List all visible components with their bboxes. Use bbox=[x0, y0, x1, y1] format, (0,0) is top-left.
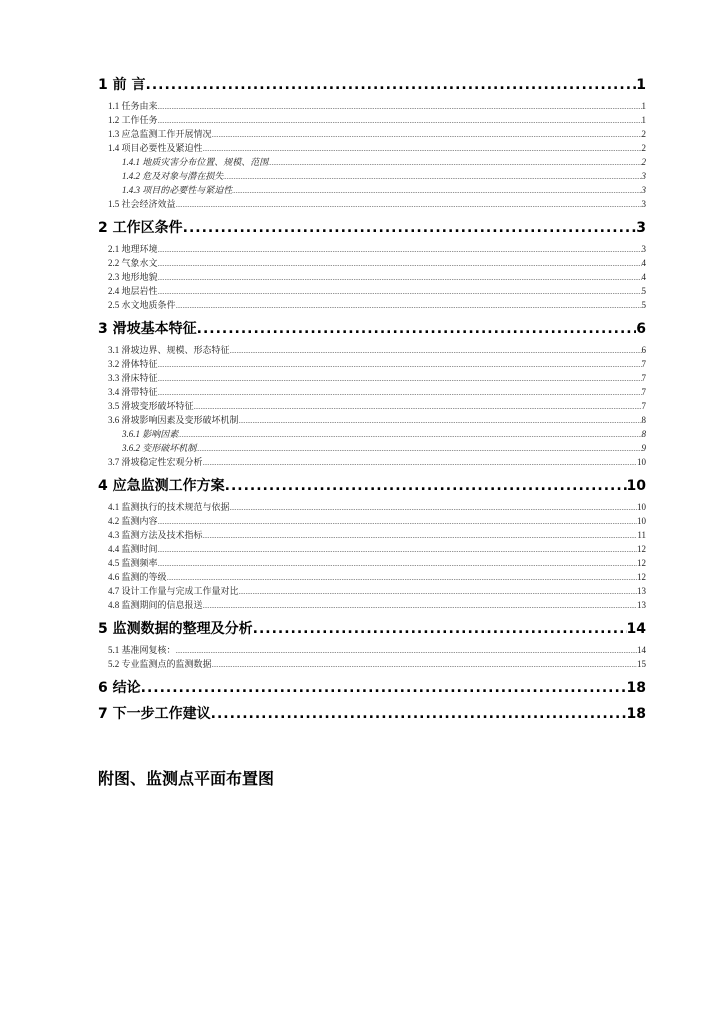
toc-entry-1[interactable] bbox=[98, 76, 646, 94]
toc-entry-3-1[interactable] bbox=[98, 343, 646, 357]
toc-entry-title: 4.6 监测的等级 bbox=[108, 572, 167, 582]
toc-page-number: 10 bbox=[637, 516, 646, 526]
toc-entry-4-4[interactable] bbox=[98, 542, 646, 556]
toc-entry-title: 1.4 项目必要性及紧迫性 bbox=[108, 143, 203, 153]
toc-page-number: 8 bbox=[641, 429, 646, 439]
toc-leader bbox=[167, 571, 637, 585]
toc-entry-title: 4.1 监测执行的技术规范与依据 bbox=[108, 502, 230, 512]
toc-page-number: 12 bbox=[637, 558, 646, 568]
toc-entry-title: 4.7 设计工作量与完成工作量对比 bbox=[108, 586, 239, 596]
toc-leader bbox=[203, 456, 637, 470]
toc-page-number: 2 bbox=[641, 143, 646, 153]
toc-page-number: 1 bbox=[641, 115, 646, 125]
toc-entry-3-7[interactable] bbox=[98, 455, 646, 469]
toc-entry-title: 1.2 工作任务 bbox=[108, 115, 158, 125]
toc-leader bbox=[158, 114, 642, 128]
toc-page-number: 12 bbox=[637, 572, 646, 582]
toc-page-number: 3 bbox=[641, 199, 646, 209]
toc-leader bbox=[223, 170, 641, 184]
toc-entry-title: 4.3 监测方法及技术指标 bbox=[108, 530, 203, 540]
toc-leader bbox=[225, 477, 627, 495]
toc-page-number: 10 bbox=[637, 457, 646, 467]
toc-entry-title: 4.8 监测期间的信息报送 bbox=[108, 600, 203, 610]
toc-leader bbox=[158, 100, 642, 114]
toc-entry-3[interactable] bbox=[98, 320, 646, 338]
toc-page-number: 18 bbox=[626, 680, 646, 696]
toc-leader bbox=[158, 243, 642, 257]
toc-entry-title: 3.6 滑坡影响因素及变形破坏机制 bbox=[108, 415, 239, 425]
toc-leader bbox=[203, 599, 637, 613]
toc-entry-title: 3.2 滑体特征 bbox=[108, 359, 158, 369]
toc-leader bbox=[230, 501, 637, 515]
toc-entry-title: 3 滑坡基本特征 bbox=[98, 321, 197, 337]
toc-entry-1-1[interactable] bbox=[98, 99, 646, 113]
toc-leader bbox=[176, 198, 642, 212]
toc-entry-4-6[interactable] bbox=[98, 570, 646, 584]
toc-entry-4-8[interactable] bbox=[98, 598, 646, 612]
toc-entry-title: 5 监测数据的整理及分析 bbox=[98, 621, 253, 637]
toc-leader bbox=[211, 705, 627, 723]
toc-page-number: 14 bbox=[626, 621, 646, 637]
toc-leader bbox=[197, 320, 637, 338]
toc-page-number: 15 bbox=[637, 659, 646, 669]
toc-page-number: 2 bbox=[641, 129, 646, 139]
toc-entry-2-5[interactable] bbox=[98, 298, 646, 312]
toc-entry-title: 7 下一步工作建议 bbox=[98, 706, 211, 722]
toc-page-number: 4 bbox=[641, 258, 646, 268]
toc-page-number: 3 bbox=[641, 244, 646, 254]
toc-leader bbox=[158, 285, 642, 299]
toc-leader bbox=[203, 142, 642, 156]
toc-leader bbox=[178, 428, 641, 442]
toc-entry-title: 4.4 监测时间 bbox=[108, 544, 158, 554]
toc-page-number: 11 bbox=[637, 530, 646, 540]
toc-entry-title: 1 前 言 bbox=[98, 77, 146, 93]
toc-entry-title: 3.6.1 影响因素 bbox=[122, 429, 179, 439]
toc-page-number: 7 bbox=[641, 373, 646, 383]
toc-leader bbox=[141, 679, 627, 697]
toc-leader bbox=[158, 358, 642, 372]
toc-entry-title: 5.1 基准网复核： bbox=[108, 645, 176, 655]
toc-entry-3-6[interactable] bbox=[98, 413, 646, 427]
toc-entry-3-3[interactable] bbox=[98, 371, 646, 385]
toc-page-number: 18 bbox=[626, 706, 646, 722]
toc-leader bbox=[183, 219, 637, 237]
toc-entry-title: 4 应急监测工作方案 bbox=[98, 478, 225, 494]
toc-leader bbox=[196, 442, 641, 456]
toc-entry-3-4[interactable] bbox=[98, 385, 646, 399]
toc-page-number: 1 bbox=[641, 101, 646, 111]
toc-page-number: 7 bbox=[641, 401, 646, 411]
toc-page-number: 3 bbox=[641, 185, 646, 195]
toc-page-number: 5 bbox=[641, 300, 646, 310]
toc-leader bbox=[158, 515, 637, 529]
toc-entry-4-7[interactable] bbox=[98, 584, 646, 598]
toc-entry-title: 5.2 专业监测点的监测数据 bbox=[108, 659, 212, 669]
toc-entry-title: 1.3 应急监测工作开展情况 bbox=[108, 129, 212, 139]
toc-leader bbox=[268, 156, 641, 170]
toc-entry-1-4-1[interactable] bbox=[98, 155, 646, 169]
toc-entry-2-4[interactable] bbox=[98, 284, 646, 298]
toc-page-number: 10 bbox=[626, 478, 646, 494]
toc-entry-1-4-2[interactable] bbox=[98, 169, 646, 183]
appendix-title: 附图、监测点平面布置图 bbox=[98, 769, 275, 788]
toc-entry-2[interactable] bbox=[98, 219, 646, 237]
toc-entry-title: 1.4.2 危及对象与潜在损失 bbox=[122, 171, 224, 181]
toc-entry-7[interactable] bbox=[98, 705, 646, 723]
toc-entry-title: 3.1 滑坡边界、规模、形态特征 bbox=[108, 345, 230, 355]
toc-leader bbox=[158, 257, 642, 271]
table-of-contents bbox=[98, 76, 646, 723]
toc-page-number: 12 bbox=[637, 544, 646, 554]
toc-entry-2-3[interactable] bbox=[98, 270, 646, 284]
toc-leader bbox=[176, 644, 637, 658]
toc-page-number: 9 bbox=[641, 443, 646, 453]
toc-entry-4-5[interactable] bbox=[98, 556, 646, 570]
toc-leader bbox=[239, 414, 642, 428]
toc-entry-title: 2.5 水文地质条件 bbox=[108, 300, 176, 310]
toc-entry-4-2[interactable] bbox=[98, 514, 646, 528]
toc-entry-4-3[interactable] bbox=[98, 528, 646, 542]
toc-entry-title: 3.7 滑坡稳定性宏观分析 bbox=[108, 457, 203, 467]
toc-page-number: 2 bbox=[641, 157, 646, 167]
toc-entry-2-2[interactable] bbox=[98, 256, 646, 270]
toc-page-number: 7 bbox=[641, 387, 646, 397]
toc-entry-title: 1.4.1 地质灾害分布位置、规模、范围 bbox=[122, 157, 269, 167]
toc-entry-5[interactable] bbox=[98, 620, 646, 638]
toc-entry-title: 2 工作区条件 bbox=[98, 220, 183, 236]
toc-entry-3-6-1[interactable] bbox=[98, 427, 646, 441]
toc-entry-title: 4.2 监测内容 bbox=[108, 516, 158, 526]
toc-entry-title: 2.2 气象水文 bbox=[108, 258, 158, 268]
toc-page-number: 6 bbox=[636, 321, 646, 337]
toc-page-number: 14 bbox=[637, 645, 646, 655]
toc-entry-title: 1.5 社会经济效益 bbox=[108, 199, 176, 209]
toc-entry-title: 6 结论 bbox=[98, 680, 141, 696]
toc-leader bbox=[239, 585, 637, 599]
toc-entry-5-1[interactable] bbox=[98, 643, 646, 657]
toc-page-number: 13 bbox=[637, 600, 646, 610]
toc-entry-3-5[interactable] bbox=[98, 399, 646, 413]
toc-leader bbox=[212, 658, 637, 672]
toc-page-number: 6 bbox=[641, 345, 646, 355]
toc-entry-5-2[interactable] bbox=[98, 657, 646, 671]
toc-entry-1-4[interactable] bbox=[98, 141, 646, 155]
toc-entry-title: 1.1 任务由来 bbox=[108, 101, 158, 111]
toc-page-number: 10 bbox=[637, 502, 646, 512]
toc-leader bbox=[212, 128, 642, 142]
toc-entry-1-2[interactable] bbox=[98, 113, 646, 127]
toc-entry-title: 3.5 滑坡变形破坏特征 bbox=[108, 401, 194, 411]
toc-leader bbox=[230, 344, 642, 358]
toc-page-number: 3 bbox=[636, 220, 646, 236]
toc-leader bbox=[146, 76, 637, 94]
toc-entry-6[interactable] bbox=[98, 679, 646, 697]
toc-entry-title: 4.5 监测频率 bbox=[108, 558, 158, 568]
toc-page-number: 1 bbox=[636, 77, 646, 93]
toc-leader bbox=[232, 184, 641, 198]
toc-entry-4-1[interactable] bbox=[98, 500, 646, 514]
toc-entry-title: 2.1 地理环境 bbox=[108, 244, 158, 254]
toc-page-number: 8 bbox=[641, 415, 646, 425]
toc-leader bbox=[203, 529, 638, 543]
toc-entry-3-2[interactable] bbox=[98, 357, 646, 371]
toc-entry-title: 2.4 地层岩性 bbox=[108, 286, 158, 296]
toc-leader bbox=[158, 557, 637, 571]
toc-entry-title: 3.4 滑带特征 bbox=[108, 387, 158, 397]
toc-page-number: 3 bbox=[641, 171, 646, 181]
toc-leader bbox=[176, 299, 642, 313]
toc-leader bbox=[194, 400, 642, 414]
toc-leader bbox=[158, 386, 642, 400]
toc-leader bbox=[253, 620, 627, 638]
toc-entry-2-1[interactable] bbox=[98, 242, 646, 256]
toc-leader bbox=[158, 271, 642, 285]
toc-entry-4[interactable] bbox=[98, 477, 646, 495]
toc-leader bbox=[158, 543, 637, 557]
toc-page-number: 13 bbox=[637, 586, 646, 596]
toc-entry-title: 3.6.2 变形破坏机制 bbox=[122, 443, 197, 453]
toc-page-number: 7 bbox=[641, 359, 646, 369]
toc-entry-title: 1.4.3 项目的必要性与紧迫性 bbox=[122, 185, 233, 195]
toc-entry-3-6-2[interactable] bbox=[98, 441, 646, 455]
toc-page-number: 5 bbox=[641, 286, 646, 296]
toc-leader bbox=[158, 372, 642, 386]
toc-entry-title: 2.3 地形地貌 bbox=[108, 272, 158, 282]
toc-entry-1-5[interactable] bbox=[98, 197, 646, 211]
toc-entry-1-4-3[interactable] bbox=[98, 183, 646, 197]
toc-entry-1-3[interactable] bbox=[98, 127, 646, 141]
toc-page-number: 4 bbox=[641, 272, 646, 282]
toc-entry-title: 3.3 滑床特征 bbox=[108, 373, 158, 383]
